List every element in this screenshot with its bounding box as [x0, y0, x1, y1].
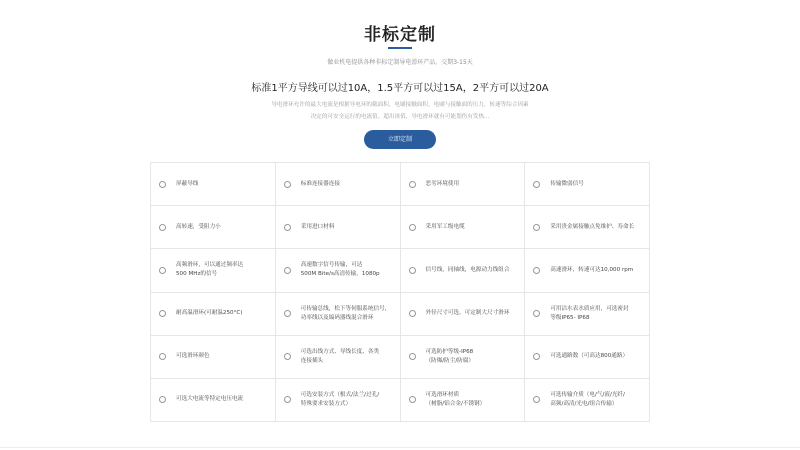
radio-icon[interactable] [284, 353, 291, 360]
option-label: 可选通路数（可高达800通路） [550, 353, 629, 360]
option-cell[interactable] [401, 249, 526, 292]
radio-icon[interactable] [159, 310, 166, 317]
radio-icon[interactable] [284, 310, 291, 317]
option-label: 可用洁水表水质应用，可选密封 等级IP65- IP68 [550, 305, 629, 321]
option-label: 采用贵金属接触点免维护、寿命长 [550, 223, 635, 230]
option-label: 高频滑环，可以通过频率达 500 MHz的信号 [176, 262, 244, 278]
option-cell[interactable] [151, 336, 276, 379]
radio-icon[interactable] [159, 353, 166, 360]
description-text: 导电滑环允许的最大电流是根据导电环的截面积、电刷接触面积，电刷与接触面的压力，转速等综合因素决定的可安全运行的电流值。超出该值，导电滑环就有可能划伤有发热... [271, 102, 529, 120]
option-cell[interactable] [525, 163, 650, 206]
option-cell[interactable] [401, 379, 526, 422]
radio-icon[interactable] [409, 224, 416, 231]
radio-icon[interactable] [159, 267, 166, 274]
option-cell[interactable] [276, 163, 401, 206]
option-label: 传输微弱信号 [550, 180, 584, 187]
option-label: 可选滑环材质 （树脂/铝合金/不锈钢） [425, 391, 486, 407]
radio-icon[interactable] [533, 396, 540, 403]
option-cell[interactable] [276, 336, 401, 379]
option-cell[interactable] [525, 293, 650, 336]
option-cell[interactable] [151, 206, 276, 249]
option-cell[interactable] [525, 249, 650, 292]
option-cell[interactable] [151, 249, 276, 292]
option-cell[interactable] [401, 336, 526, 379]
option-cell[interactable] [276, 379, 401, 422]
option-label: 可选防护等级-IP68 （防爆/防尘/防腐） [425, 348, 475, 364]
option-cell[interactable] [401, 293, 526, 336]
radio-icon[interactable] [409, 396, 416, 403]
radio-icon[interactable] [159, 396, 166, 403]
option-label: 采用军工级电缆 [425, 223, 465, 230]
option-label: 可传输总线，松下等伺服系统信号， 功率线以及编码器线混合滑环 [300, 305, 391, 321]
option-label: 恶劣环境使用 [425, 180, 460, 187]
radio-icon[interactable] [284, 396, 291, 403]
radio-icon[interactable] [409, 353, 416, 360]
option-label: 可选传输介质（电/气/液/光纤/ 高频/高清/光电/组合传输） [550, 391, 625, 407]
option-cell[interactable] [151, 293, 276, 336]
radio-icon[interactable] [159, 181, 166, 188]
option-cell[interactable] [276, 249, 401, 292]
option-label: 屏蔽导线 [176, 180, 199, 187]
option-cell[interactable] [525, 336, 650, 379]
option-cell[interactable] [401, 163, 526, 206]
page-title: 非标定制 [364, 25, 436, 45]
customize-now-button[interactable]: 立即定制 [364, 130, 436, 149]
option-label: 可选出线方式、导线长度、各类 连接插头 [300, 348, 380, 364]
option-label: 高转速，受阻力小 [176, 223, 221, 230]
title-underline [388, 47, 412, 49]
option-label: 可选安装方式（根式/法兰/过孔/ 特殊要求安装方式） [300, 391, 380, 407]
option-label: 高速数字信号传输，可达 500M Bite/s高清传输，1080p [300, 262, 380, 278]
option-cell[interactable] [276, 206, 401, 249]
radio-icon[interactable] [409, 310, 416, 317]
page-subtitle: 做业机电提供各种非标定制导电滑环产品，交期3-15天 [327, 59, 473, 66]
option-label: 可选大电流等特定电压电流 [176, 396, 244, 403]
radio-icon[interactable] [284, 267, 291, 274]
radio-icon[interactable] [533, 310, 540, 317]
radio-icon[interactable] [533, 267, 540, 274]
radio-icon[interactable] [533, 181, 540, 188]
radio-icon[interactable] [533, 224, 540, 231]
bottom-divider [0, 447, 800, 448]
radio-icon[interactable] [409, 267, 416, 274]
option-label: 标准连接器连接 [300, 180, 340, 187]
radio-icon[interactable] [284, 181, 291, 188]
option-label: 信号线，同轴线，电源动力线组合 [425, 266, 510, 273]
options-grid [150, 162, 650, 422]
option-cell[interactable] [151, 163, 276, 206]
option-label: 可选滑环颜色 [176, 353, 210, 360]
option-cell[interactable] [525, 379, 650, 422]
option-label: 采用进口材料 [300, 223, 335, 230]
radio-icon[interactable] [533, 353, 540, 360]
radio-icon[interactable] [409, 181, 416, 188]
option-label: 高速滑环，转速可达10,000 rpm [550, 266, 634, 273]
radio-icon[interactable] [284, 224, 291, 231]
option-label: 耐高温滑环(可耐温250°C) [176, 310, 243, 317]
option-cell[interactable] [276, 293, 401, 336]
current-rating-headline: 标准1平方导线可以过10A，1.5平方可以过15A，2平方可以过20A [251, 83, 549, 94]
option-cell[interactable] [151, 379, 276, 422]
radio-icon[interactable] [159, 224, 166, 231]
option-label: 外径尺寸可选，可定制大尺寸滑环 [425, 310, 510, 317]
option-cell[interactable] [401, 206, 526, 249]
option-cell[interactable] [525, 206, 650, 249]
